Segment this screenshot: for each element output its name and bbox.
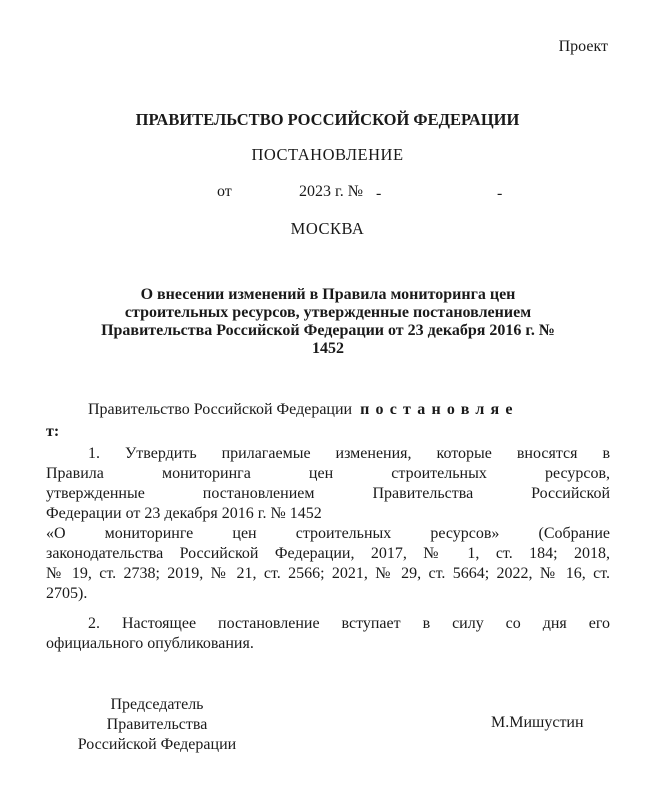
paragraph-line: 2705).	[46, 585, 88, 602]
preamble	[88, 401, 519, 419]
city: МОСКВА	[290, 219, 365, 238]
date-year: 2023 г. №	[299, 183, 364, 200]
document-type: ПОСТАНОВЛЕНИЕ	[251, 145, 404, 164]
subject-line: 1452	[312, 340, 344, 357]
date-prefix: от	[217, 183, 232, 200]
date-dash-1: -	[376, 185, 382, 202]
preamble-ending: т:	[46, 423, 60, 440]
paragraph-line: 1. Утвердить прилагаемые изменения, которые вносятся в	[88, 445, 610, 462]
position-line: Председатель	[110, 696, 204, 713]
paragraph-line: утвержденные постановлением Правительства Российской	[46, 485, 610, 502]
paragraph-line: официального опубликования.	[46, 635, 254, 652]
signatory-position	[57, 695, 257, 755]
subject-line: Правительства Российской Федерации от 23 декабря 2016 г. №	[101, 322, 555, 339]
subject-heading	[60, 286, 596, 358]
paragraph-line: законодательства Российской Федерации, 2017, № 1, ст. 184; 2018,	[46, 545, 610, 562]
subject-line: строительных ресурсов, утвержденные постановлением	[124, 304, 532, 321]
paragraph-line: «О мониторинге цен строительных ресурсов» (Собрание	[46, 525, 610, 542]
preamble-text: Правительство Российской Федерации	[88, 401, 353, 418]
date-dash-2: -	[497, 185, 503, 202]
paragraph-line: Правила мониторинга цен строительных ресурсов,	[46, 465, 610, 482]
paragraph-2	[46, 614, 610, 654]
position-line: Правительства	[106, 716, 208, 733]
paragraph-1	[46, 444, 610, 604]
paragraph-line: Федерации от 23 декабря 2016 г. № 1452	[46, 505, 322, 522]
paragraph-line: 2. Настоящее постановление вступает в силу со дня его	[88, 615, 610, 632]
preamble-spaced: постановляе	[360, 401, 519, 418]
government-title: ПРАВИТЕЛЬСТВО РОССИЙСКОЙ ФЕДЕРАЦИИ	[135, 110, 520, 129]
subject-line: О внесении изменений в Правила мониторинга цен	[140, 286, 516, 303]
position-line: Российской Федерации	[77, 736, 237, 753]
draft-label: Проект	[558, 38, 608, 55]
paragraph-line: № 19, ст. 2738; 2019, № 21, ст. 2566; 2021, № 29, ст. 5664; 2022, № 16, ст.	[46, 565, 610, 582]
signatory-name: М.Мишустин	[491, 714, 584, 731]
